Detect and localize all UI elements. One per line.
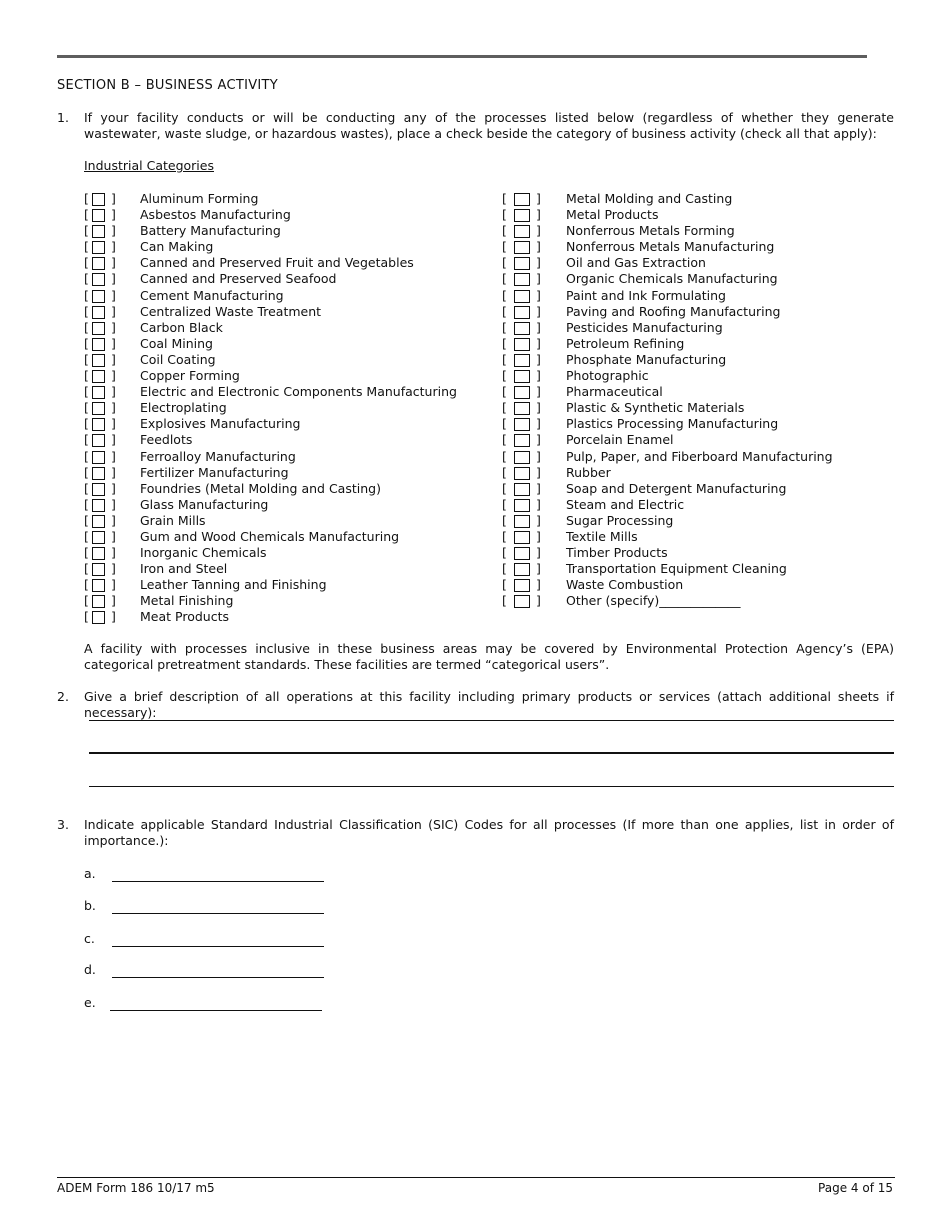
left-category-checkbox[interactable] xyxy=(92,579,105,592)
right-category-checkbox[interactable] xyxy=(514,273,530,286)
category-label: Ferroalloy Manufacturing xyxy=(140,448,296,464)
bracket-close: ] xyxy=(111,351,116,367)
sic-letter: c. xyxy=(84,931,95,946)
bracket-open: [ xyxy=(84,303,89,319)
bracket-close: ] xyxy=(111,480,116,496)
left-category-checkbox[interactable] xyxy=(92,483,105,496)
category-label: Metal Finishing xyxy=(140,593,234,609)
bracket-open: [ xyxy=(502,545,507,561)
category-label: Metal Molding and Casting xyxy=(566,191,733,206)
right-category-checkbox[interactable] xyxy=(514,418,530,431)
category-label: Metal Products xyxy=(566,207,659,223)
description-line-2[interactable] xyxy=(89,752,894,754)
bracket-open: [ xyxy=(84,464,89,480)
bracket-close: ] xyxy=(536,561,541,577)
bracket-close: ] xyxy=(111,223,116,239)
bracket-close: ] xyxy=(536,271,541,287)
category-label: Aluminum Forming xyxy=(140,191,259,206)
bracket-close: ] xyxy=(111,303,116,319)
right-category-checkbox[interactable] xyxy=(514,290,530,303)
bracket-open: [ xyxy=(84,319,89,335)
bracket-close: ] xyxy=(111,561,116,577)
sic-letter: a. xyxy=(84,866,96,881)
category-label: Pesticides Manufacturing xyxy=(566,319,723,335)
category-label: Foundries (Metal Molding and Casting) xyxy=(140,480,381,496)
category-label: Nonferrous Metals Forming xyxy=(566,223,735,239)
category-label: Pulp, Paper, and Fiberboard Manufacturing xyxy=(566,448,833,464)
bracket-close: ] xyxy=(536,528,541,544)
left-category-checkbox[interactable] xyxy=(92,354,105,367)
category-label: Textile Mills xyxy=(566,528,638,544)
left-category-checkbox[interactable] xyxy=(92,515,105,528)
bracket-open: [ xyxy=(502,223,507,239)
right-category-checkbox[interactable] xyxy=(514,225,530,238)
left-category-checkbox[interactable] xyxy=(92,434,105,447)
bracket-open: [ xyxy=(502,448,507,464)
bracket-open: [ xyxy=(502,207,507,223)
left-category-checkbox[interactable] xyxy=(92,418,105,431)
right-category-checkbox[interactable] xyxy=(514,370,530,383)
category-label: Petroleum Refining xyxy=(566,335,685,351)
bracket-open: [ xyxy=(502,528,507,544)
bracket-open: [ xyxy=(502,416,507,432)
bracket-open: [ xyxy=(502,561,507,577)
category-label: Explosives Manufacturing xyxy=(140,416,301,432)
right-category-checkbox[interactable] xyxy=(514,434,530,447)
bracket-open: [ xyxy=(502,577,507,593)
bracket-close: ] xyxy=(111,368,116,384)
bracket-open: [ xyxy=(84,512,89,528)
bracket-close: ] xyxy=(536,545,541,561)
bracket-close: ] xyxy=(536,207,541,223)
bracket-close: ] xyxy=(111,400,116,416)
right-category-checkbox[interactable] xyxy=(514,338,530,351)
description-line-1[interactable] xyxy=(89,720,894,721)
category-label: Electroplating xyxy=(140,400,227,416)
left-category-checkbox[interactable] xyxy=(92,209,105,222)
category-label: Photographic xyxy=(566,368,649,384)
bracket-close: ] xyxy=(111,319,116,335)
sic-code-field-a[interactable] xyxy=(112,881,324,882)
bracket-close: ] xyxy=(536,255,541,271)
bracket-open: [ xyxy=(502,191,507,206)
bracket-close: ] xyxy=(111,191,116,206)
category-label: Iron and Steel xyxy=(140,561,228,577)
right-category-checkbox[interactable] xyxy=(514,563,530,576)
category-label: Coil Coating xyxy=(140,351,216,367)
left-category-checkbox[interactable] xyxy=(92,563,105,576)
right-category-checkbox[interactable] xyxy=(514,595,530,608)
sic-letter: d. xyxy=(84,962,96,977)
bracket-open: [ xyxy=(84,223,89,239)
left-category-checkbox[interactable] xyxy=(92,241,105,254)
sic-code-field-b[interactable] xyxy=(112,913,324,914)
bracket-close: ] xyxy=(536,239,541,255)
right-category-checkbox[interactable] xyxy=(514,483,530,496)
bracket-open: [ xyxy=(84,239,89,255)
bracket-open: [ xyxy=(502,303,507,319)
left-category-checkbox[interactable] xyxy=(92,467,105,480)
right-category-checkbox[interactable] xyxy=(514,451,530,464)
bracket-close: ] xyxy=(536,400,541,416)
bracket-open: [ xyxy=(502,384,507,400)
left-category-checkbox[interactable] xyxy=(92,225,105,238)
bracket-close: ] xyxy=(111,239,116,255)
bracket-close: ] xyxy=(536,512,541,528)
bracket-open: [ xyxy=(84,480,89,496)
category-label: Transportation Equipment Cleaning xyxy=(566,561,787,577)
bracket-open: [ xyxy=(84,432,89,448)
bracket-open: [ xyxy=(502,464,507,480)
category-label: Can Making xyxy=(140,239,214,255)
bracket-open: [ xyxy=(502,255,507,271)
bracket-close: ] xyxy=(536,303,541,319)
category-label: Waste Combustion xyxy=(566,577,684,593)
left-category-checkbox[interactable] xyxy=(92,547,105,560)
left-category-checkbox[interactable] xyxy=(92,370,105,383)
bracket-open: [ xyxy=(84,545,89,561)
bracket-close: ] xyxy=(536,416,541,432)
category-label: Timber Products xyxy=(566,545,668,561)
question-2-text: Give a brief description of all operations at this facility including primary products or services (attach additional sheets if necessary): xyxy=(84,689,894,720)
bracket-open: [ xyxy=(502,496,507,512)
bracket-open: [ xyxy=(84,384,89,400)
right-category-checkbox[interactable] xyxy=(514,193,530,206)
sic-letter: b. xyxy=(84,898,96,913)
category-label: Porcelain Enamel xyxy=(566,432,674,448)
bracket-open: [ xyxy=(84,287,89,303)
right-category-checkbox[interactable] xyxy=(514,531,530,544)
question-1-text: If your facility conducts or will be conducting any of the processes listed below (regardless of whether they generate wastewater, waste sludge, or hazardous wastes), place a check beside the category of business activity (check all that apply): xyxy=(84,110,894,141)
bracket-close: ] xyxy=(111,448,116,464)
category-label: Oil and Gas Extraction xyxy=(566,255,706,271)
right-category-checkbox[interactable] xyxy=(514,579,530,592)
right-category-checkbox[interactable] xyxy=(514,354,530,367)
bracket-close: ] xyxy=(536,384,541,400)
bracket-open: [ xyxy=(84,335,89,351)
category-label: Phosphate Manufacturing xyxy=(566,351,727,367)
right-category-checkbox[interactable] xyxy=(514,241,530,254)
bracket-open: [ xyxy=(84,496,89,512)
left-category-checkbox[interactable] xyxy=(92,290,105,303)
categorical-users-note: A facility with processes inclusive in these business areas may be covered by Environmental Protection Agency’s (EPA) categorical pretreatment standards. These facilities are termed “categorical users”. xyxy=(84,641,894,672)
bracket-open: [ xyxy=(84,561,89,577)
bracket-open: [ xyxy=(84,416,89,432)
footer-rule xyxy=(57,1177,895,1178)
category-label: Soap and Detergent Manufacturing xyxy=(566,480,787,496)
bracket-close: ] xyxy=(111,545,116,561)
bracket-close: ] xyxy=(536,464,541,480)
bracket-close: ] xyxy=(536,319,541,335)
bracket-open: [ xyxy=(84,593,89,609)
bracket-close: ] xyxy=(536,448,541,464)
sic-letter: e. xyxy=(84,995,96,1010)
category-label: Leather Tanning and Finishing xyxy=(140,577,327,593)
right-category-checkbox[interactable] xyxy=(514,515,530,528)
bracket-close: ] xyxy=(536,496,541,512)
bracket-close: ] xyxy=(111,609,116,625)
bracket-close: ] xyxy=(536,223,541,239)
category-label: Inorganic Chemicals xyxy=(140,545,267,561)
bracket-open: [ xyxy=(84,609,89,625)
bracket-close: ] xyxy=(111,432,116,448)
category-label: Centralized Waste Treatment xyxy=(140,303,322,319)
category-label: Plastic & Synthetic Materials xyxy=(566,400,745,416)
bracket-open: [ xyxy=(84,191,89,206)
bracket-open: [ xyxy=(502,271,507,287)
bracket-close: ] xyxy=(111,464,116,480)
left-category-checkbox[interactable] xyxy=(92,386,105,399)
category-label: Grain Mills xyxy=(140,512,206,528)
right-category-checkbox[interactable] xyxy=(514,499,530,512)
category-label: Plastics Processing Manufacturing xyxy=(566,416,779,432)
bracket-open: [ xyxy=(84,448,89,464)
category-label: Steam and Electric xyxy=(566,496,685,512)
bracket-close: ] xyxy=(536,335,541,351)
right-category-checkbox[interactable] xyxy=(514,322,530,335)
bracket-open: [ xyxy=(502,432,507,448)
left-category-checkbox[interactable] xyxy=(92,306,105,319)
bracket-open: [ xyxy=(502,593,507,609)
right-category-checkbox[interactable] xyxy=(514,467,530,480)
bracket-open: [ xyxy=(84,528,89,544)
bracket-open: [ xyxy=(84,255,89,271)
category-label: Asbestos Manufacturing xyxy=(140,207,291,223)
left-category-checkbox[interactable] xyxy=(92,499,105,512)
left-category-checkbox[interactable] xyxy=(92,338,105,351)
bracket-close: ] xyxy=(111,416,116,432)
form-id: ADEM Form 186 10/17 m5 xyxy=(57,1181,215,1195)
bracket-close: ] xyxy=(536,368,541,384)
bracket-open: [ xyxy=(502,351,507,367)
category-label: Rubber xyxy=(566,464,611,480)
category-label: Carbon Black xyxy=(140,319,223,335)
bracket-close: ] xyxy=(111,335,116,351)
bracket-close: ] xyxy=(111,384,116,400)
bracket-open: [ xyxy=(502,287,507,303)
bracket-open: [ xyxy=(502,239,507,255)
left-category-checkbox[interactable] xyxy=(92,273,105,286)
industrial-categories-heading: Industrial Categories xyxy=(84,158,214,173)
left-category-checkbox[interactable] xyxy=(92,322,105,335)
left-category-checkbox[interactable] xyxy=(92,611,105,624)
section-title: SECTION B – BUSINESS ACTIVITY xyxy=(57,78,279,93)
bracket-open: [ xyxy=(502,335,507,351)
bracket-close: ] xyxy=(536,351,541,367)
bracket-close: ] xyxy=(111,593,116,609)
category-label: Fertilizer Manufacturing xyxy=(140,464,289,480)
sic-code-field-d[interactable] xyxy=(112,977,324,978)
bracket-close: ] xyxy=(536,191,541,206)
question-1-number: 1. xyxy=(57,110,69,125)
category-label: Cement Manufacturing xyxy=(140,287,284,303)
category-label: Coal Mining xyxy=(140,335,213,351)
bracket-close: ] xyxy=(111,512,116,528)
category-label: Copper Forming xyxy=(140,368,240,384)
bracket-open: [ xyxy=(84,351,89,367)
right-category-checkbox[interactable] xyxy=(514,402,530,415)
right-category-checkbox[interactable] xyxy=(514,306,530,319)
page-number: Page 4 of 15 xyxy=(818,1181,893,1195)
left-category-checkbox[interactable] xyxy=(92,451,105,464)
right-category-checkbox[interactable] xyxy=(514,257,530,270)
bracket-close: ] xyxy=(111,271,116,287)
bracket-close: ] xyxy=(111,528,116,544)
bracket-close: ] xyxy=(536,577,541,593)
bracket-close: ] xyxy=(111,577,116,593)
bracket-open: [ xyxy=(84,368,89,384)
bracket-open: [ xyxy=(84,207,89,223)
bracket-open: [ xyxy=(84,271,89,287)
category-label: Meat Products xyxy=(140,609,229,625)
category-label: Sugar Processing xyxy=(566,512,674,528)
category-label: Canned and Preserved Fruit and Vegetables xyxy=(140,255,414,271)
bracket-close: ] xyxy=(536,480,541,496)
sic-code-field-e[interactable] xyxy=(110,1010,322,1011)
category-label: Electric and Electronic Components Manufacturing xyxy=(140,384,457,400)
left-category-checkbox[interactable] xyxy=(92,531,105,544)
header-rule xyxy=(57,55,867,58)
bracket-close: ] xyxy=(111,496,116,512)
bracket-open: [ xyxy=(84,400,89,416)
category-label: Feedlots xyxy=(140,432,193,448)
right-category-checkbox[interactable] xyxy=(514,386,530,399)
bracket-open: [ xyxy=(502,319,507,335)
category-label: Pharmaceutical xyxy=(566,384,663,400)
description-line-3[interactable] xyxy=(89,786,894,787)
category-label: Organic Chemicals Manufacturing xyxy=(566,271,778,287)
category-label: Glass Manufacturing xyxy=(140,496,269,512)
bracket-open: [ xyxy=(502,480,507,496)
question-3-number: 3. xyxy=(57,817,69,832)
category-label: Paving and Roofing Manufacturing xyxy=(566,303,781,319)
bracket-close: ] xyxy=(536,593,541,609)
bracket-close: ] xyxy=(111,207,116,223)
category-label: Paint and Ink Formulating xyxy=(566,287,726,303)
category-label: Gum and Wood Chemicals Manufacturing xyxy=(140,528,400,544)
bracket-open: [ xyxy=(502,512,507,528)
category-label: Battery Manufacturing xyxy=(140,223,281,239)
left-category-checkbox[interactable] xyxy=(92,193,105,206)
bracket-close: ] xyxy=(536,287,541,303)
bracket-close: ] xyxy=(111,287,116,303)
left-category-checkbox[interactable] xyxy=(92,257,105,270)
bracket-open: [ xyxy=(502,400,507,416)
left-category-checkbox[interactable] xyxy=(92,402,105,415)
right-category-checkbox[interactable] xyxy=(514,547,530,560)
question-2-number: 2. xyxy=(57,689,69,704)
right-category-checkbox[interactable] xyxy=(514,209,530,222)
sic-code-field-c[interactable] xyxy=(112,946,324,947)
bracket-open: [ xyxy=(502,368,507,384)
bracket-open: [ xyxy=(84,577,89,593)
category-label: Nonferrous Metals Manufacturing xyxy=(566,239,775,255)
bracket-close: ] xyxy=(111,255,116,271)
category-label: Other (specify)_____________ xyxy=(566,593,741,609)
left-category-checkbox[interactable] xyxy=(92,595,105,608)
category-label: Canned and Preserved Seafood xyxy=(140,271,337,287)
bracket-close: ] xyxy=(536,432,541,448)
question-3-text: Indicate applicable Standard Industrial Classification (SIC) Codes for all processes (If more than one applies, list in order of importance.): xyxy=(84,817,894,848)
